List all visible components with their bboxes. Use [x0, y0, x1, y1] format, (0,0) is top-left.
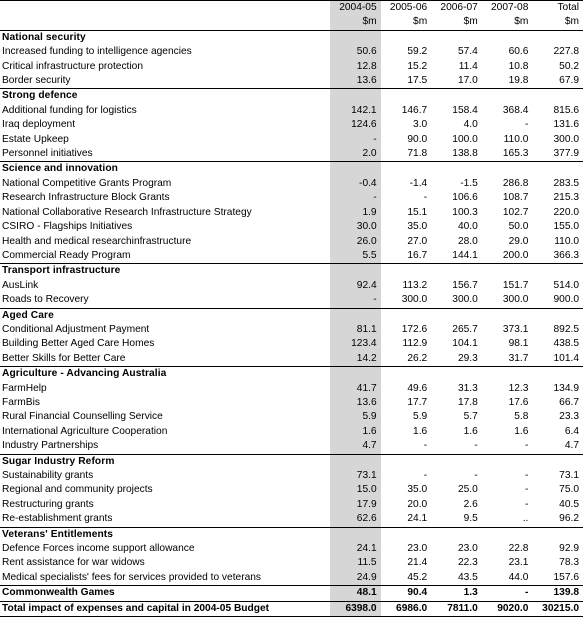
value-cell: 22.8 [508, 543, 529, 555]
value-cell: 50.2 [559, 60, 579, 72]
value-cell: -1.5 [460, 177, 478, 189]
empty-cell [482, 264, 533, 279]
value-cell: - [423, 470, 428, 481]
value-cell: 66.7 [559, 396, 579, 408]
value-cell: 227.8 [553, 46, 579, 58]
value-cell: 1.6 [463, 425, 478, 437]
value-cell: 5.9 [330, 410, 381, 424]
value-cell: 138.8 [431, 147, 482, 162]
value-cell: 26.0 [330, 235, 381, 249]
table-row [0, 556, 583, 570]
value-cell: 23.3 [559, 411, 579, 423]
row-label: Restructuring grants [2, 498, 94, 510]
section-header-row [0, 454, 583, 469]
table-row [0, 425, 583, 439]
table-row [0, 410, 583, 424]
value-cell: 23.1 [508, 557, 529, 569]
empty-cell [381, 527, 432, 542]
table-row [0, 396, 583, 410]
section-title: National security [2, 31, 86, 43]
value-cell: 1.6 [514, 425, 529, 437]
empty-cell [381, 89, 432, 104]
value-cell: 17.6 [508, 396, 529, 408]
value-cell: 142.1 [330, 104, 381, 118]
empty-cell [381, 367, 432, 382]
value-cell: 377.9 [532, 147, 583, 162]
row-label: Medical specialists' fees for services provided to veterans [0, 571, 330, 586]
value-cell: .. [482, 512, 533, 527]
value-cell: 44.0 [482, 571, 533, 586]
column-year: 2006-07 [431, 1, 482, 16]
value-cell: 23.0 [407, 543, 428, 555]
value-cell: 172.6 [401, 323, 428, 335]
row-label: Border security [0, 74, 330, 89]
value-cell: 90.0 [407, 133, 428, 145]
row-label: Total impact of expenses and capital in 2004-05 Budget [0, 601, 330, 616]
value-cell: 366.3 [532, 249, 583, 264]
empty-cell [482, 89, 533, 104]
value-cell: 31.7 [482, 352, 533, 367]
value-cell: 156.7 [452, 279, 478, 291]
value-cell: 368.4 [502, 104, 529, 116]
empty-cell [482, 30, 533, 45]
table-row [0, 439, 583, 454]
value-cell: 4.7 [532, 439, 583, 454]
row-label: FarmHelp [2, 382, 47, 394]
row-label: Health and medical researchinfrastructure [2, 235, 192, 247]
value-cell: 27.0 [407, 235, 428, 247]
table-row [0, 542, 583, 556]
value-cell: 13.6 [330, 74, 381, 89]
value-cell: 283.5 [553, 177, 579, 189]
empty-cell [381, 264, 432, 279]
value-cell: 73.1 [559, 470, 579, 481]
value-cell: 13.6 [330, 396, 381, 410]
empty-cell [532, 264, 583, 279]
value-cell: 22.3 [457, 557, 478, 569]
empty-cell [532, 308, 583, 323]
value-cell: 19.8 [482, 74, 533, 89]
table-row [0, 483, 583, 497]
table-row [0, 147, 583, 162]
table-row [0, 323, 583, 337]
value-cell: 15.2 [407, 60, 428, 72]
column-year: Total [532, 1, 583, 16]
value-cell: 200.0 [482, 249, 533, 264]
row-label: Defence Forces income support allowance [2, 543, 195, 555]
value-cell: 2.6 [463, 498, 478, 510]
value-cell: 92.4 [330, 279, 381, 293]
value-cell: 5.7 [463, 411, 478, 423]
empty-cell [482, 308, 533, 323]
empty-cell [431, 308, 482, 323]
table-row [0, 352, 583, 367]
table-row [0, 249, 583, 264]
value-cell: 98.1 [508, 338, 529, 350]
value-cell: - [524, 484, 529, 496]
empty-cell [330, 264, 381, 279]
value-cell: 49.6 [407, 382, 428, 394]
value-cell: - [330, 133, 381, 147]
value-cell: 265.7 [452, 323, 478, 335]
table-row [0, 469, 583, 483]
value-cell: 815.6 [553, 104, 579, 116]
table-row [0, 74, 583, 89]
value-cell: 146.7 [401, 104, 428, 116]
empty-cell [330, 367, 381, 382]
value-cell: 438.5 [553, 338, 579, 350]
value-cell: 24.1 [381, 512, 432, 527]
value-cell: 28.0 [457, 235, 478, 247]
section-title: Transport infrastructure [2, 265, 121, 277]
value-cell: 29.3 [431, 352, 482, 367]
value-cell: 139.8 [532, 586, 583, 601]
table-row [0, 206, 583, 220]
value-cell: 81.1 [330, 323, 381, 337]
header-blank [0, 1, 330, 16]
row-label: Increased funding to intelligence agencies [2, 46, 192, 58]
value-cell: 131.6 [553, 119, 579, 131]
value-cell: 59.2 [407, 46, 428, 58]
row-label: National Collaborative Research Infrastructure Strategy [2, 206, 252, 218]
value-cell: 24.9 [330, 571, 381, 586]
value-cell: 112.9 [402, 338, 428, 350]
value-cell: - [482, 439, 533, 454]
value-cell: 25.0 [457, 484, 478, 496]
value-cell: 40.0 [457, 221, 478, 233]
value-cell: 21.4 [407, 557, 428, 569]
section-title: Strong defence [2, 90, 78, 102]
value-cell: 155.0 [553, 221, 579, 233]
row-label: Sustainability grants [2, 470, 94, 481]
standalone-row [0, 586, 583, 601]
value-cell: 100.3 [452, 206, 478, 218]
value-cell: 108.7 [502, 192, 529, 204]
value-cell: 300.0 [431, 293, 482, 308]
value-cell: - [474, 470, 478, 481]
row-label: Research Infrastructure Block Grants [2, 192, 170, 204]
value-cell: 35.0 [407, 221, 428, 233]
value-cell: 1.6 [413, 425, 428, 437]
value-cell: 100.0 [452, 133, 478, 145]
value-cell: 144.1 [431, 249, 482, 264]
value-cell: 17.9 [330, 498, 381, 512]
empty-cell [532, 527, 583, 542]
table-row [0, 235, 583, 249]
value-cell: 62.6 [330, 512, 381, 527]
section-header-row [0, 162, 583, 177]
value-cell: 78.3 [559, 557, 579, 569]
empty-cell [532, 162, 583, 177]
value-cell: 124.6 [330, 118, 381, 132]
value-cell: 220.0 [553, 206, 579, 218]
value-cell: 5.8 [514, 411, 529, 423]
row-label: Building Better Aged Care Homes [2, 338, 155, 350]
column-unit: $m [482, 15, 533, 30]
table-body [0, 30, 583, 616]
value-cell: 31.3 [457, 382, 478, 394]
empty-cell [431, 454, 482, 469]
value-cell: 11.4 [458, 60, 478, 72]
total-row [0, 601, 583, 616]
value-cell: 60.6 [508, 46, 529, 58]
section-title: Science and innovation [2, 163, 118, 175]
row-label: Roads to Recovery [0, 293, 330, 308]
value-cell: 300.0 [381, 293, 432, 308]
value-cell: 286.8 [502, 177, 529, 189]
value-cell: 104.1 [452, 338, 478, 350]
value-cell: 26.2 [381, 352, 432, 367]
column-unit: $m [532, 15, 583, 30]
empty-cell [482, 527, 533, 542]
table-row [0, 512, 583, 527]
value-cell: 41.7 [330, 382, 381, 396]
empty-cell [482, 162, 533, 177]
value-cell: 6398.0 [330, 601, 381, 616]
row-label: AusLink [2, 279, 39, 291]
section-title: Agriculture - Advancing Australia [2, 368, 167, 380]
header-blank [0, 15, 330, 30]
value-cell: 96.2 [532, 512, 583, 527]
value-cell: 215.3 [553, 192, 579, 204]
row-label: National Competitive Grants Program [2, 177, 172, 189]
value-cell: 50.0 [508, 221, 529, 233]
value-cell: 134.9 [553, 382, 579, 394]
table-row [0, 133, 583, 147]
empty-cell [381, 162, 432, 177]
value-cell: 23.0 [457, 543, 478, 555]
empty-cell [330, 454, 381, 469]
section-header-row [0, 264, 583, 279]
value-cell: - [330, 293, 381, 308]
table-row [0, 279, 583, 293]
value-cell: -1.4 [409, 177, 428, 189]
table-row [0, 45, 583, 59]
column-year: 2004-05 [330, 1, 381, 16]
section-title: Veterans' Entitlements [2, 528, 114, 540]
row-label: Iraq deployment [2, 119, 76, 131]
row-label: Critical infrastructure protection [2, 60, 143, 72]
empty-cell [431, 89, 482, 104]
empty-cell [381, 308, 432, 323]
value-cell: 892.5 [553, 323, 579, 335]
value-cell: 102.7 [502, 206, 529, 218]
value-cell: 101.4 [532, 352, 583, 367]
value-cell: 373.1 [502, 323, 529, 335]
section-title: Sugar Industry Reform [2, 455, 115, 467]
table-row [0, 337, 583, 351]
value-cell: 1.6 [330, 425, 381, 439]
value-cell: 10.8 [508, 60, 529, 72]
value-cell: 1.9 [330, 206, 381, 220]
empty-cell [330, 89, 381, 104]
value-cell: 30.0 [330, 220, 381, 234]
value-cell: 5.5 [330, 249, 381, 264]
value-cell: 900.0 [532, 293, 583, 308]
empty-cell [532, 367, 583, 382]
value-cell: 9.5 [431, 512, 482, 527]
empty-cell [330, 30, 381, 45]
row-label: Additional funding for logistics [2, 104, 137, 116]
value-cell: 29.0 [508, 235, 529, 247]
table-header [0, 1, 583, 31]
value-cell: 48.1 [330, 586, 381, 601]
value-cell: 20.0 [407, 498, 428, 510]
table-row [0, 293, 583, 308]
value-cell: 300.0 [553, 133, 579, 145]
value-cell: 14.2 [330, 352, 381, 367]
value-cell: 17.7 [407, 396, 428, 408]
empty-cell [431, 264, 482, 279]
value-cell: 6986.0 [381, 601, 432, 616]
value-cell: 123.4 [330, 337, 381, 351]
row-label: Rent assistance for war widows [2, 557, 145, 569]
value-cell: 2.0 [330, 147, 381, 162]
value-cell: 6.4 [564, 425, 579, 437]
empty-cell [381, 454, 432, 469]
row-label: FarmBis [2, 396, 40, 408]
value-cell: 165.3 [482, 147, 533, 162]
value-cell: 106.6 [452, 192, 478, 204]
column-year: 2007-08 [482, 1, 533, 16]
empty-cell [381, 30, 432, 45]
row-label: Re-establishment grants [0, 512, 330, 527]
empty-cell [431, 30, 482, 45]
value-cell: - [423, 192, 428, 204]
row-label: International Agriculture Cooperation [2, 425, 168, 437]
value-cell: 514.0 [553, 279, 579, 291]
section-header-row [0, 527, 583, 542]
value-cell: 3.0 [413, 119, 428, 131]
value-cell: 4.0 [463, 119, 478, 131]
empty-cell [482, 454, 533, 469]
value-cell: 9020.0 [482, 601, 533, 616]
value-cell: -0.4 [330, 177, 381, 191]
row-label: Commonwealth Games [0, 586, 330, 601]
value-cell: 1.3 [431, 586, 482, 601]
value-cell: 151.7 [502, 279, 529, 291]
row-label: Conditional Adjustment Payment [2, 323, 150, 335]
table-row [0, 220, 583, 234]
row-label: Industry Partnerships [0, 439, 330, 454]
value-cell: 57.4 [457, 46, 478, 58]
section-header-row [0, 367, 583, 382]
value-cell: 4.7 [330, 439, 381, 454]
value-cell: - [381, 439, 432, 454]
value-cell: 15.0 [330, 483, 381, 497]
value-cell: - [431, 439, 482, 454]
section-header-row [0, 30, 583, 45]
value-cell: 12.8 [330, 60, 381, 74]
table-row [0, 60, 583, 74]
value-cell: 67.9 [532, 74, 583, 89]
value-cell: 45.2 [381, 571, 432, 586]
table-row [0, 191, 583, 205]
value-cell: - [524, 498, 529, 510]
value-cell: 15.1 [407, 206, 428, 218]
value-cell: 157.6 [532, 571, 583, 586]
empty-cell [431, 162, 482, 177]
table-row [0, 104, 583, 118]
empty-cell [431, 527, 482, 542]
value-cell: 16.7 [381, 249, 432, 264]
table-row [0, 498, 583, 512]
row-label: Regional and community projects [2, 484, 153, 496]
empty-cell [532, 89, 583, 104]
section-header-row [0, 89, 583, 104]
value-cell: 90.4 [381, 586, 432, 601]
value-cell: - [482, 586, 533, 601]
table-row [0, 571, 583, 586]
table-row [0, 177, 583, 191]
column-year: 2005-06 [381, 1, 432, 16]
value-cell: 75.0 [559, 484, 579, 496]
empty-cell [330, 162, 381, 177]
row-label: Estate Upkeep [2, 133, 69, 145]
table-row [0, 382, 583, 396]
value-cell: 50.6 [330, 45, 381, 59]
value-cell: 300.0 [482, 293, 533, 308]
value-cell: 110.0 [503, 133, 529, 145]
value-cell: 92.9 [559, 543, 579, 555]
row-label: Personnel initiatives [0, 147, 330, 162]
empty-cell [532, 454, 583, 469]
value-cell: 12.3 [508, 382, 529, 394]
value-cell: 40.5 [559, 498, 579, 510]
value-cell: - [524, 119, 529, 131]
row-label: CSIRO - Flagships Initiatives [2, 221, 133, 233]
value-cell: 24.1 [330, 542, 381, 556]
column-unit: $m [431, 15, 482, 30]
column-unit: $m [381, 15, 432, 30]
row-label: Rural Financial Counselling Service [2, 411, 163, 423]
value-cell: 30215.0 [532, 601, 583, 616]
value-cell: 113.2 [402, 279, 428, 291]
value-cell: - [330, 191, 381, 205]
value-cell: 71.8 [381, 147, 432, 162]
value-cell: 5.9 [413, 411, 428, 423]
empty-cell [482, 367, 533, 382]
value-cell: 35.0 [407, 484, 428, 496]
value-cell: 17.0 [431, 74, 482, 89]
row-label: Commercial Ready Program [0, 249, 330, 264]
value-cell: 43.5 [431, 571, 482, 586]
value-cell: - [524, 470, 529, 481]
table-row [0, 118, 583, 132]
column-unit: $m [330, 15, 381, 30]
value-cell: 17.8 [457, 396, 478, 408]
value-cell: 17.5 [381, 74, 432, 89]
value-cell: 110.0 [554, 235, 579, 247]
empty-cell [330, 527, 381, 542]
empty-cell [431, 367, 482, 382]
value-cell: 158.4 [452, 104, 478, 116]
value-cell: 7811.0 [431, 601, 482, 616]
section-title: Aged Care [2, 309, 54, 321]
empty-cell [532, 30, 583, 45]
value-cell: 11.5 [330, 556, 381, 570]
section-header-row [0, 308, 583, 323]
value-cell: 73.1 [330, 469, 381, 483]
empty-cell [330, 308, 381, 323]
row-label: Better Skills for Better Care [0, 352, 330, 367]
